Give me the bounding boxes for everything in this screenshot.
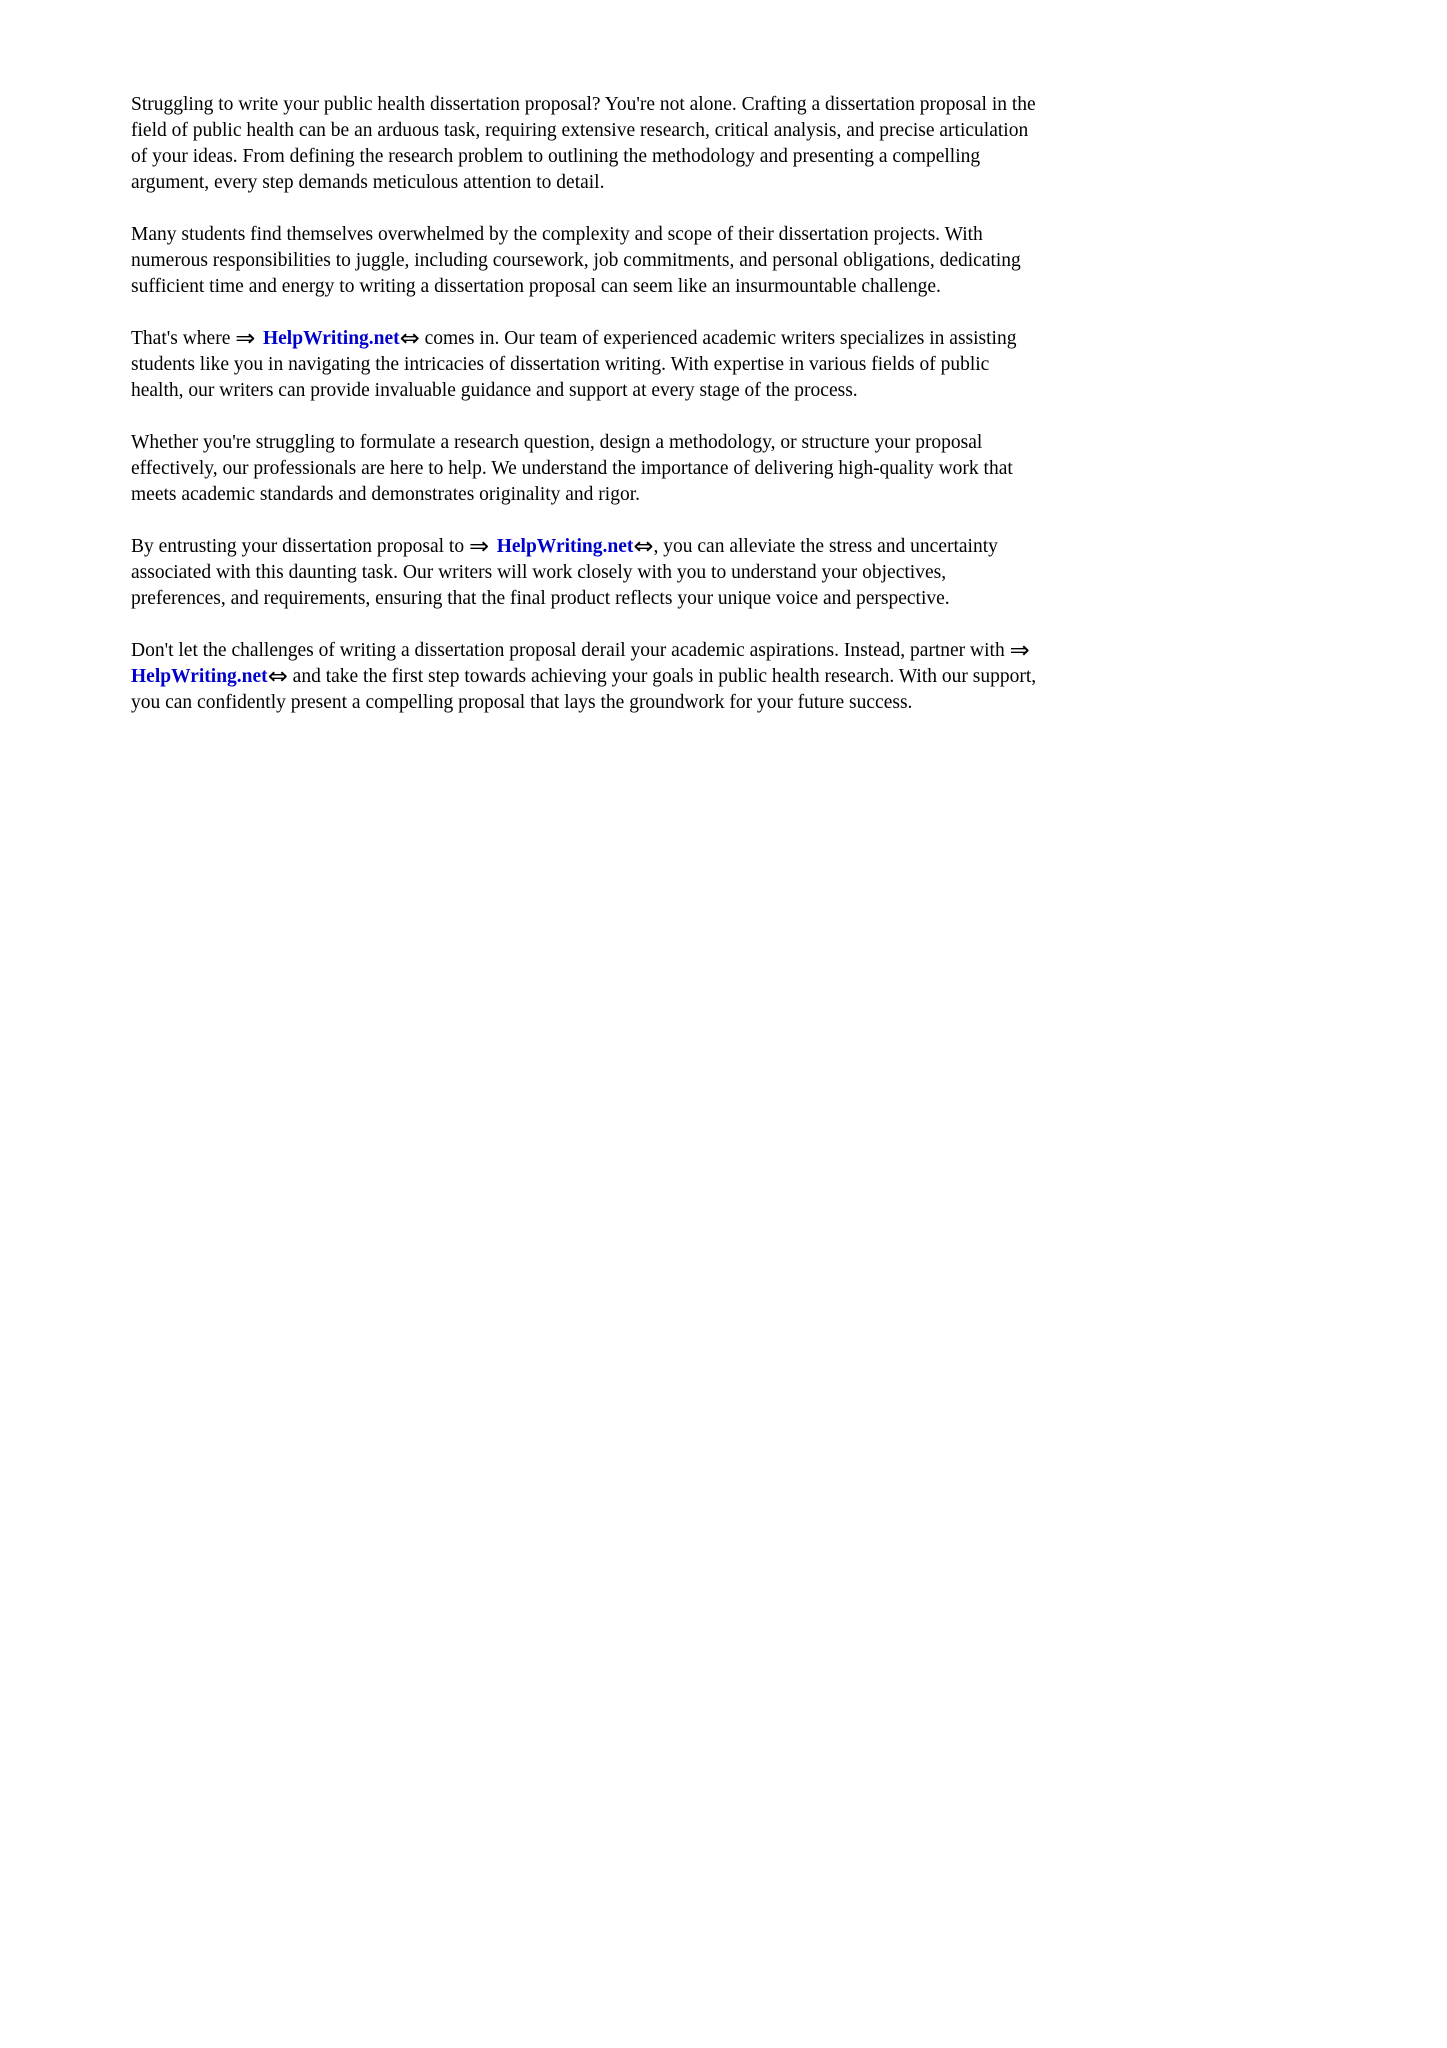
double-arrow-right-icon: ⇒	[235, 324, 263, 352]
paragraph	[131, 534, 1037, 612]
double-arrow-right-icon: ⇒	[1009, 636, 1030, 664]
double-arrow-right-icon: ⇒	[468, 532, 497, 560]
double-arrow-leftright-icon: ⇔	[399, 324, 420, 352]
paragraph-text: Struggling to write your public health dissertation proposal? You're not alone. Crafting a dissertation proposal in the field of public health can be an arduous task, requiring extensive research, critical analysis, and precise articulation of your ideas. From defining the research problem to outlining the methodology and presenting a compelling argument, every step demands meticulous attention to detail.	[131, 94, 1036, 193]
helpwriting-link[interactable]: HelpWriting.net	[262, 328, 400, 349]
paragraph	[131, 430, 1037, 508]
paragraph-text: comes in. Our team of experienced academic writers specializes in assisting students like you in navigating the intricacies of dissertation writing. With expertise in various fields of public health, our writers can provide invaluable guidance and support at every stage of the process.	[131, 328, 1017, 401]
paragraph	[131, 638, 1037, 716]
double-arrow-leftright-icon: ⇔	[633, 532, 654, 560]
paragraph	[131, 222, 1037, 300]
paragraph-text: and take the first step towards achieving your goals in public health research. With our support, you can confidently present a compelling proposal that lays the groundwork for your future success.	[131, 666, 1037, 713]
double-arrow-leftright-icon: ⇔	[267, 662, 288, 690]
paragraph	[131, 92, 1037, 196]
helpwriting-link[interactable]: HelpWriting.net	[131, 666, 268, 687]
paragraph-text: That's where	[131, 328, 236, 349]
document-body	[131, 92, 1037, 742]
paragraph-text: , you can alleviate the stress and uncertainty associated with this daunting task. Our writers will work closely with you to understand your objectives, preferences, and requirements, ensuring that the final product reflects your unique voice and perspective.	[131, 536, 998, 609]
paragraph-text: By entrusting your dissertation proposal to	[131, 536, 469, 557]
helpwriting-link[interactable]: HelpWriting.net	[496, 536, 634, 557]
paragraph-text: Many students find themselves overwhelmed by the complexity and scope of their dissertation projects. With numerous responsibilities to juggle, including coursework, job commitments, and personal obligations, dedicating sufficient time and energy to writing a dissertation proposal can seem like an insurmountable challenge.	[131, 224, 1021, 297]
paragraph-text: Don't let the challenges of writing a dissertation proposal derail your academic aspirations. Instead, partner with	[131, 640, 1010, 661]
paragraph	[131, 326, 1037, 404]
paragraph-text: Whether you're struggling to formulate a research question, design a methodology, or structure your proposal effectively, our professionals are here to help. We understand the importance of delivering high-quality work that meets academic standards and demonstrates originality and rigor.	[131, 432, 1013, 505]
